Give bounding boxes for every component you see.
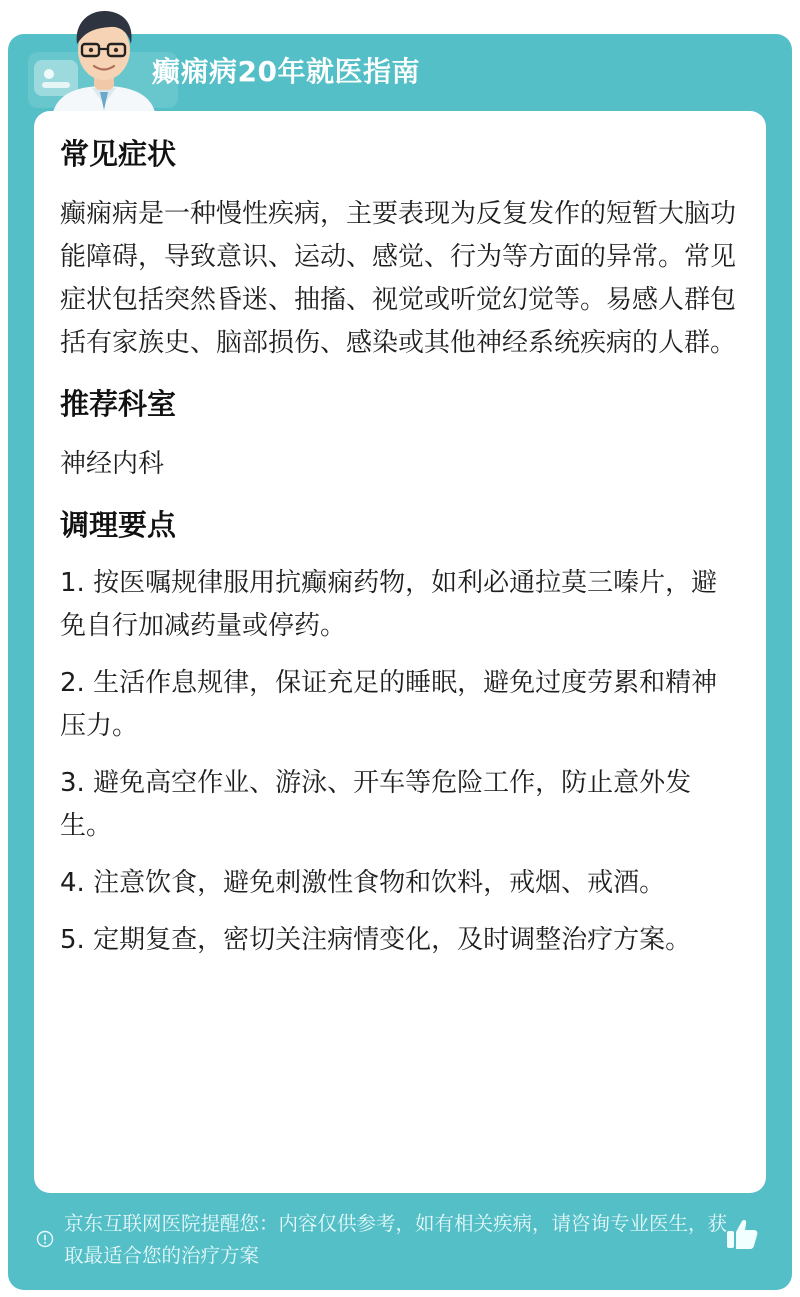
doctor-avatar — [44, 0, 164, 118]
content-card — [34, 111, 766, 1193]
department-title: 推荐科室 — [60, 387, 177, 421]
list-item: 4. 注意饮食，避免刺激性食物和饮料，戒烟、戒酒。 — [60, 868, 666, 898]
list-item: 1. 按医嘱规律服用抗癫痫药物，如利必通拉莫三嗪片，避免自行加减药量或停药。 — [60, 568, 718, 641]
list-item: 3. 避免高空作业、游泳、开车等危险工作，防止意外发生。 — [60, 768, 692, 841]
list-item: 5. 定期复查，密切关注病情变化，及时调整治疗方案。 — [60, 925, 692, 955]
symptoms-text: 癫痫病是一种慢性疾病，主要表现为反复发作的短暂大脑功能障碍，导致意识、运动、感觉、行为等方面的异常。常见症状包括突然昏迷、抽搐、视觉或听觉幻觉等。易感人群包括有家族史、脑部损伤、感染或其他神经系统疾病的人群。 — [60, 199, 737, 358]
content-body — [60, 133, 740, 976]
care-title: 调理要点 — [60, 508, 177, 542]
disclaimer-text: 京东互联网医院提醒您：内容仅供参考，如有相关疾病，请咨询专业医生，获取最适合您的治疗方案 — [64, 1212, 728, 1267]
department-text: 神经内科 — [60, 449, 165, 479]
page-title: 癫痫病20年就医指南 — [152, 55, 420, 88]
thumbs-up-icon[interactable] — [724, 1216, 760, 1252]
care-list — [60, 562, 740, 962]
info-circle-icon — [36, 1230, 54, 1248]
list-item: 2. 生活作息规律，保证充足的睡眠，避免过度劳累和精神压力。 — [60, 668, 718, 741]
symptoms-title: 常见症状 — [60, 137, 177, 171]
